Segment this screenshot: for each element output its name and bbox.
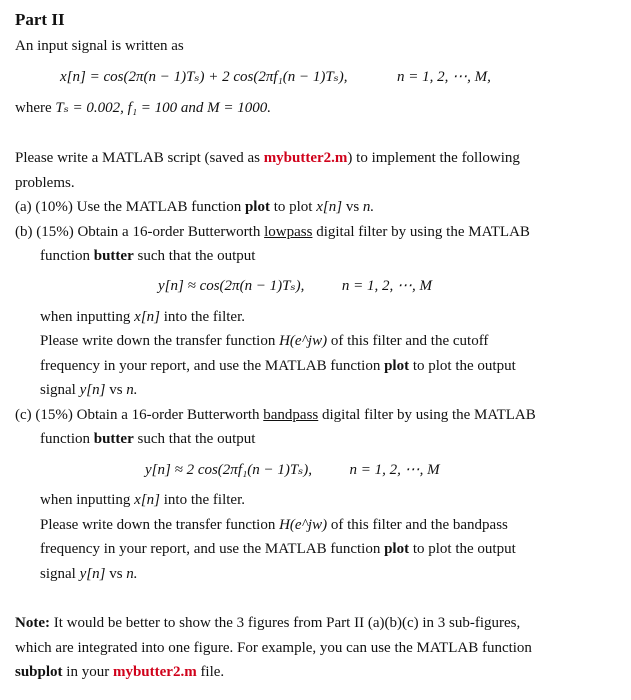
note-label: Note: [15,615,50,631]
section-title: Part II [15,10,65,29]
part-c-line-2: function butter such that the output [40,431,256,447]
note-line-2: which are integrated into one figure. For example, you can use the MATLAB function [15,640,532,656]
input-signal-equation [60,68,619,87]
bandpass-output-equation: y[n] ≈ 2 cos(2πf₁(n − 1)Tₛ), n = 1, 2, ⋯, M [145,462,440,478]
part-b-line-1: (b) (15%) Obtain a 16-order Butterworth lowpass digital filter by using the MATLAB [15,224,530,240]
lowpass-output-equation: y[n] ≈ cos(2π(n − 1)Tₛ), n = 1, 2, ⋯, M [158,278,432,294]
part-b-line-4: Please write down the transfer function H(e^jw) of this filter and the cutoff [40,333,489,349]
bandpass-term: bandpass [263,407,319,423]
lowpass-term: lowpass [264,224,313,240]
part-b-line-3: when inputting x[n] into the filter. [40,309,245,325]
part-b-line-2: function butter such that the output [40,248,256,264]
part-c-line-6: signal y[n] vs n. [40,566,138,582]
script-filename: mybutter2.m [263,150,348,166]
parameters-line: where Tₛ = 0.002, f₁ = 100 and M = 1000. [15,100,272,116]
part-c-line-4: Please write down the transfer function H(e^jw) of this filter and the bandpass [40,517,508,533]
input-signal-range: n = 1, 2, ⋯, M, [396,69,491,85]
note-line-3: subplot in your mybutter2.m file. [15,664,225,680]
part-a: (a) (10%) Use the MATLAB function plot to plot x[n] vs n. [15,199,375,215]
part-c-line-3: when inputting x[n] into the filter. [40,492,245,508]
instruction-line-2: problems. [15,175,75,191]
part-c-line-5: frequency in your report, and use the MATLAB function plot to plot the output [40,541,516,557]
instruction-line-1: Please write a MATLAB script (saved as mybutter2.m) to implement the following [15,150,520,166]
note-filename: mybutter2.m [112,664,197,680]
note-line-1: Note: It would be better to show the 3 figures from Part II (a)(b)(c) in 3 sub-figures, [15,615,521,631]
part-b-line-6: signal y[n] vs n. [40,382,138,398]
intro-text: An input signal is written as [15,38,184,54]
part-c-line-1: (c) (15%) Obtain a 16-order Butterworth bandpass digital filter by using the MATLAB [15,407,536,423]
parameter-values: Tₛ = 0.002, f₁ = 100 and M = 1000. [55,100,272,116]
input-signal-formula: x[n] = cos(2π(n − 1)Tₛ) + 2 cos(2πf₁(n − 1)Tₛ), [60,69,348,85]
part-b-line-5: frequency in your report, and use the MATLAB function plot to plot the output [40,358,516,374]
